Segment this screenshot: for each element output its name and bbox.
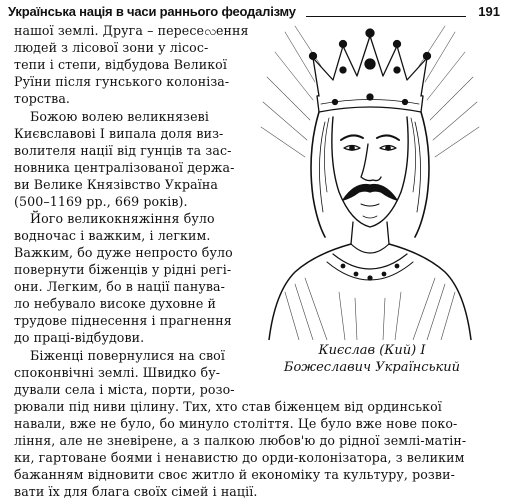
text-line: ління, але не зневірене, а з палкою любов'ю до рідної землі-матін-	[14, 433, 467, 448]
running-title: Українська нація в часи раннього феодалізму	[8, 4, 296, 19]
text-line: споконвічні землі. Швидко бу-	[14, 365, 221, 380]
text-line: рювали під ниви цілину. Тих, хто став біженцем від ординської	[14, 399, 442, 414]
text-line: бажанням відновити своє житло й економіку та культуру, розви-	[14, 467, 455, 482]
text-line: навали, вже не було, бо минуло століття. Це було вже нове поко-	[14, 416, 458, 431]
text-line: трудове піднесення і прагнення	[14, 313, 232, 328]
text-line: Божою волею великнязеві	[30, 109, 209, 124]
header-rule	[306, 16, 466, 17]
text-line: волителя нації від гунців та зас-	[14, 143, 232, 158]
text-line: повернути біженців у рідні регі-	[14, 262, 232, 277]
text-line: ло небувало високе духовне й	[14, 296, 217, 311]
text-line: Києвславові I випала доля виз-	[14, 126, 224, 141]
text-line: ки, гартоване боями і ненавистю до орди-колонізатора, з великим	[14, 450, 465, 465]
text-line: людей з лісової зони у лісос-	[14, 40, 209, 55]
text-line: до праці-відбудови.	[14, 330, 145, 345]
page-header	[8, 2, 500, 22]
text-line: (500–1169 рр., 669 років).	[14, 194, 188, 209]
text-line: вати їх для блага своїх сімей і нації.	[14, 484, 258, 499]
text-line: дували села і міста, порти, розо-	[14, 382, 235, 397]
text-line: торства.	[14, 91, 71, 106]
text-line: они. Легким, бо в нації панува-	[14, 279, 225, 294]
text-line: Біженці повернулися на свої	[30, 348, 225, 363]
text-line: Його великокняжіння було	[30, 211, 215, 226]
portrait-caption-line2: Божеславич Український	[283, 360, 461, 375]
text-line: новника централізованої держа-	[14, 160, 235, 175]
text-line: нашої землі. Друга – пересеလення	[14, 23, 249, 38]
page-number: 191	[478, 4, 500, 19]
portrait-caption-line1: Києслав (Кий) I	[318, 343, 426, 358]
text-line: Важким, бо дуже непросто було	[14, 245, 233, 260]
text-line: водночас і важким, і легким.	[14, 228, 211, 243]
prince-portrait-illustration	[255, 22, 485, 340]
text-line: ви Велике Князівство Україна	[14, 177, 218, 192]
text-line: тепи і степи, відбудова Великої	[14, 57, 227, 72]
text-line: Руїни після гунського колоніза-	[14, 74, 230, 89]
